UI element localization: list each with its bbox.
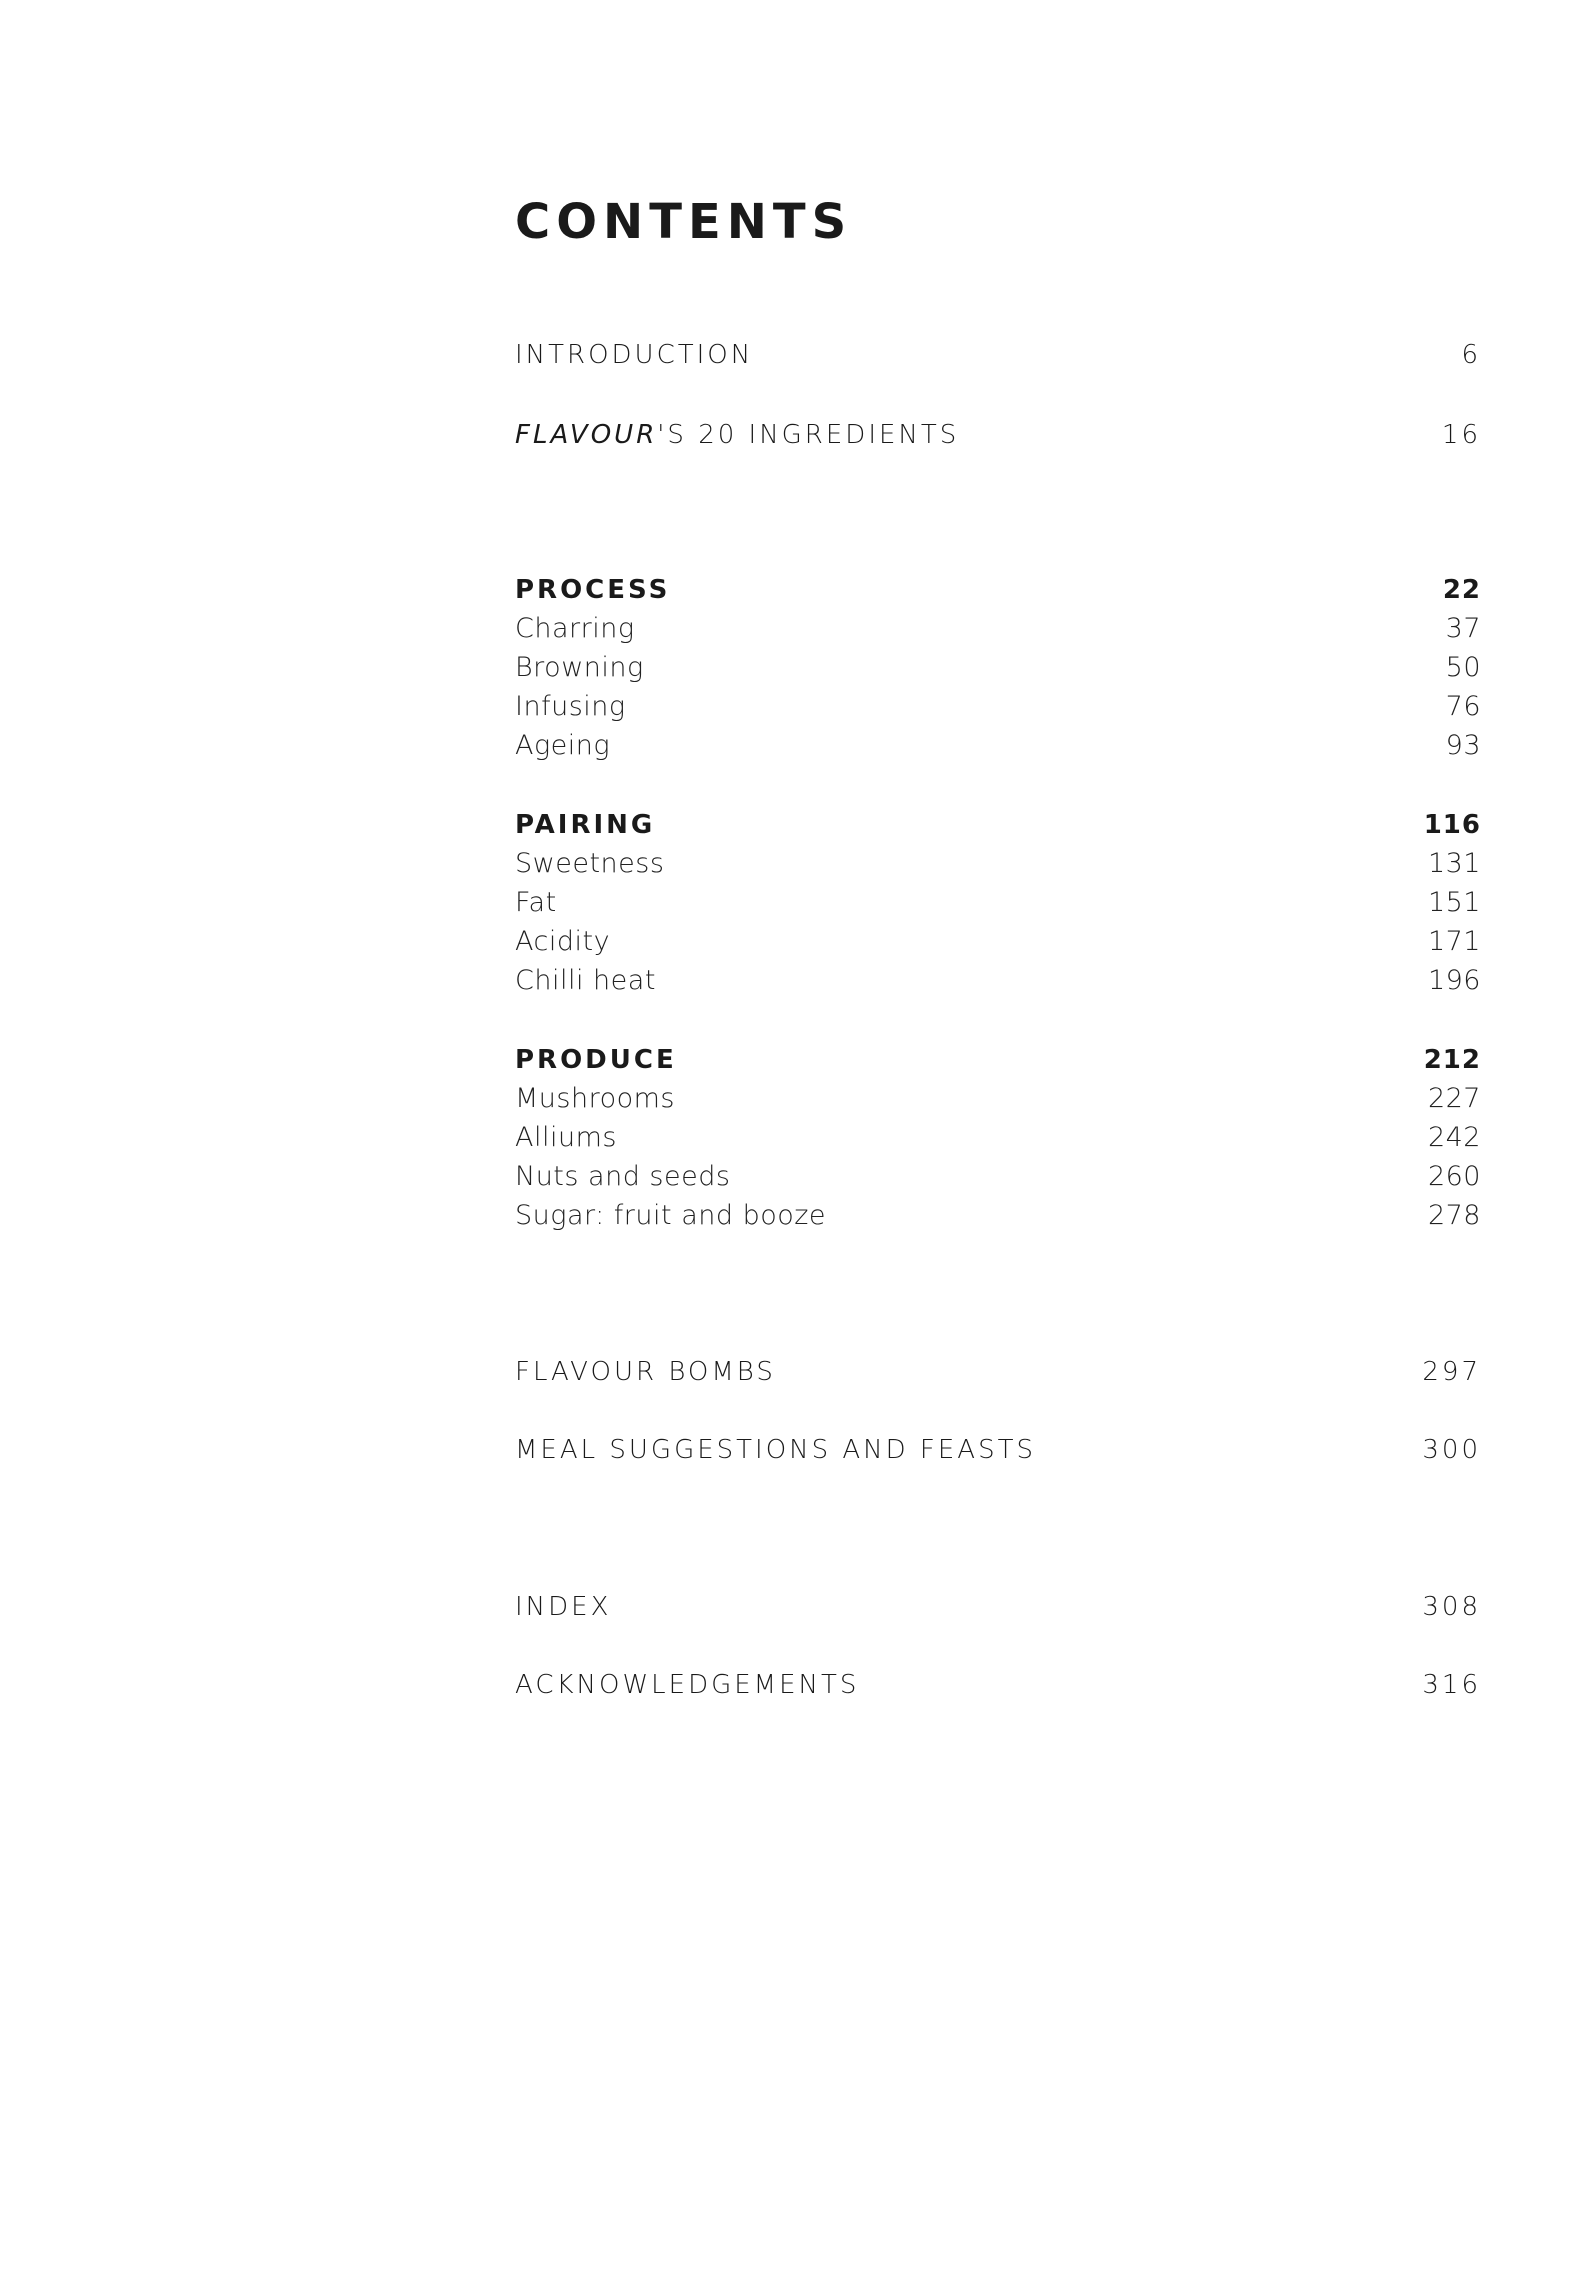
toc-entry-introduction[interactable] <box>515 335 1481 375</box>
toc-item-label: Mushrooms <box>515 1083 676 1114</box>
toc-entry-index[interactable] <box>515 1587 1481 1627</box>
toc-item-page: 242 <box>1427 1122 1481 1153</box>
toc-entry-label: ACKNOWLEDGEMENTS <box>515 1670 860 1700</box>
toc-item[interactable] <box>515 1157 1481 1197</box>
toc-section-page: 212 <box>1423 1045 1481 1075</box>
toc-item[interactable] <box>515 1079 1481 1119</box>
toc-item-page: 171 <box>1427 926 1481 957</box>
toc-item-page: 131 <box>1427 848 1481 879</box>
toc-item[interactable] <box>515 922 1481 962</box>
toc-entry-page: 297 <box>1422 1357 1481 1387</box>
toc-item-label: Nuts and seeds <box>515 1161 731 1192</box>
toc-item[interactable] <box>515 609 1481 649</box>
toc-entry-page: 300 <box>1422 1435 1481 1465</box>
toc-item-page: 151 <box>1427 887 1481 918</box>
toc-item[interactable] <box>515 961 1481 1001</box>
toc-item[interactable] <box>515 687 1481 727</box>
toc-section-produce[interactable] <box>515 1040 1481 1080</box>
toc-item-page: 260 <box>1427 1161 1481 1192</box>
toc-entry-label: INDEX <box>515 1592 612 1622</box>
toc-entry-page: 316 <box>1422 1670 1481 1700</box>
toc-item-page: 227 <box>1427 1083 1481 1114</box>
toc-item-label: Chilli heat <box>515 965 656 996</box>
toc-entry-acknowledgements[interactable] <box>515 1665 1481 1705</box>
toc-item-label: Browning <box>515 652 644 683</box>
toc-entry-label: FLAVOUR BOMBS <box>515 1357 776 1387</box>
toc-item-page: 50 <box>1445 652 1481 683</box>
toc-item-label: Alliums <box>515 1122 617 1153</box>
toc-entry-label-italic: FLAVOUR <box>515 420 658 450</box>
toc-entry-label-rest: 'S 20 INGREDIENTS <box>657 420 960 450</box>
toc-item-label: Ageing <box>515 730 611 761</box>
toc-entry-label: MEAL SUGGESTIONS AND FEASTS <box>515 1435 1036 1465</box>
toc-item-page: 196 <box>1427 965 1481 996</box>
toc-entry-label: INTRODUCTION <box>515 340 754 370</box>
toc-item[interactable] <box>515 1118 1481 1158</box>
toc-entry-page: 16 <box>1441 420 1481 450</box>
toc-item-page: 278 <box>1427 1200 1481 1231</box>
toc-section-process[interactable] <box>515 570 1481 610</box>
toc-entry-ingredients[interactable] <box>515 415 1481 455</box>
toc-item[interactable] <box>515 648 1481 688</box>
toc-item-page: 37 <box>1445 613 1481 644</box>
toc-entry-label <box>515 415 959 455</box>
toc-item-label: Sugar: fruit and booze <box>515 1200 827 1231</box>
toc-entry-flavour-bombs[interactable] <box>515 1352 1481 1392</box>
toc-entry-page: 6 <box>1461 340 1481 370</box>
toc-section-page: 22 <box>1442 575 1481 605</box>
toc-item[interactable] <box>515 1196 1481 1236</box>
toc-item[interactable] <box>515 844 1481 884</box>
toc-entry-page: 308 <box>1422 1592 1481 1622</box>
toc-section-heading: PROCESS <box>515 575 671 605</box>
toc-item-label: Acidity <box>515 926 611 957</box>
toc-section-page: 116 <box>1423 810 1481 840</box>
toc-item-label: Fat <box>515 887 557 918</box>
toc-item-label: Sweetness <box>515 848 665 879</box>
page-title: CONTENTS <box>515 194 853 250</box>
toc-item-page: 76 <box>1445 691 1481 722</box>
toc-item-label: Charring <box>515 613 635 644</box>
toc-item[interactable] <box>515 726 1481 766</box>
toc-section-pairing[interactable] <box>515 805 1481 845</box>
toc-entry-meal-suggestions[interactable] <box>515 1430 1481 1470</box>
toc-section-heading: PRODUCE <box>515 1045 677 1075</box>
toc-item[interactable] <box>515 883 1481 923</box>
toc-item-label: Infusing <box>515 691 626 722</box>
toc-section-heading: PAIRING <box>515 810 656 840</box>
toc-item-page: 93 <box>1445 730 1481 761</box>
